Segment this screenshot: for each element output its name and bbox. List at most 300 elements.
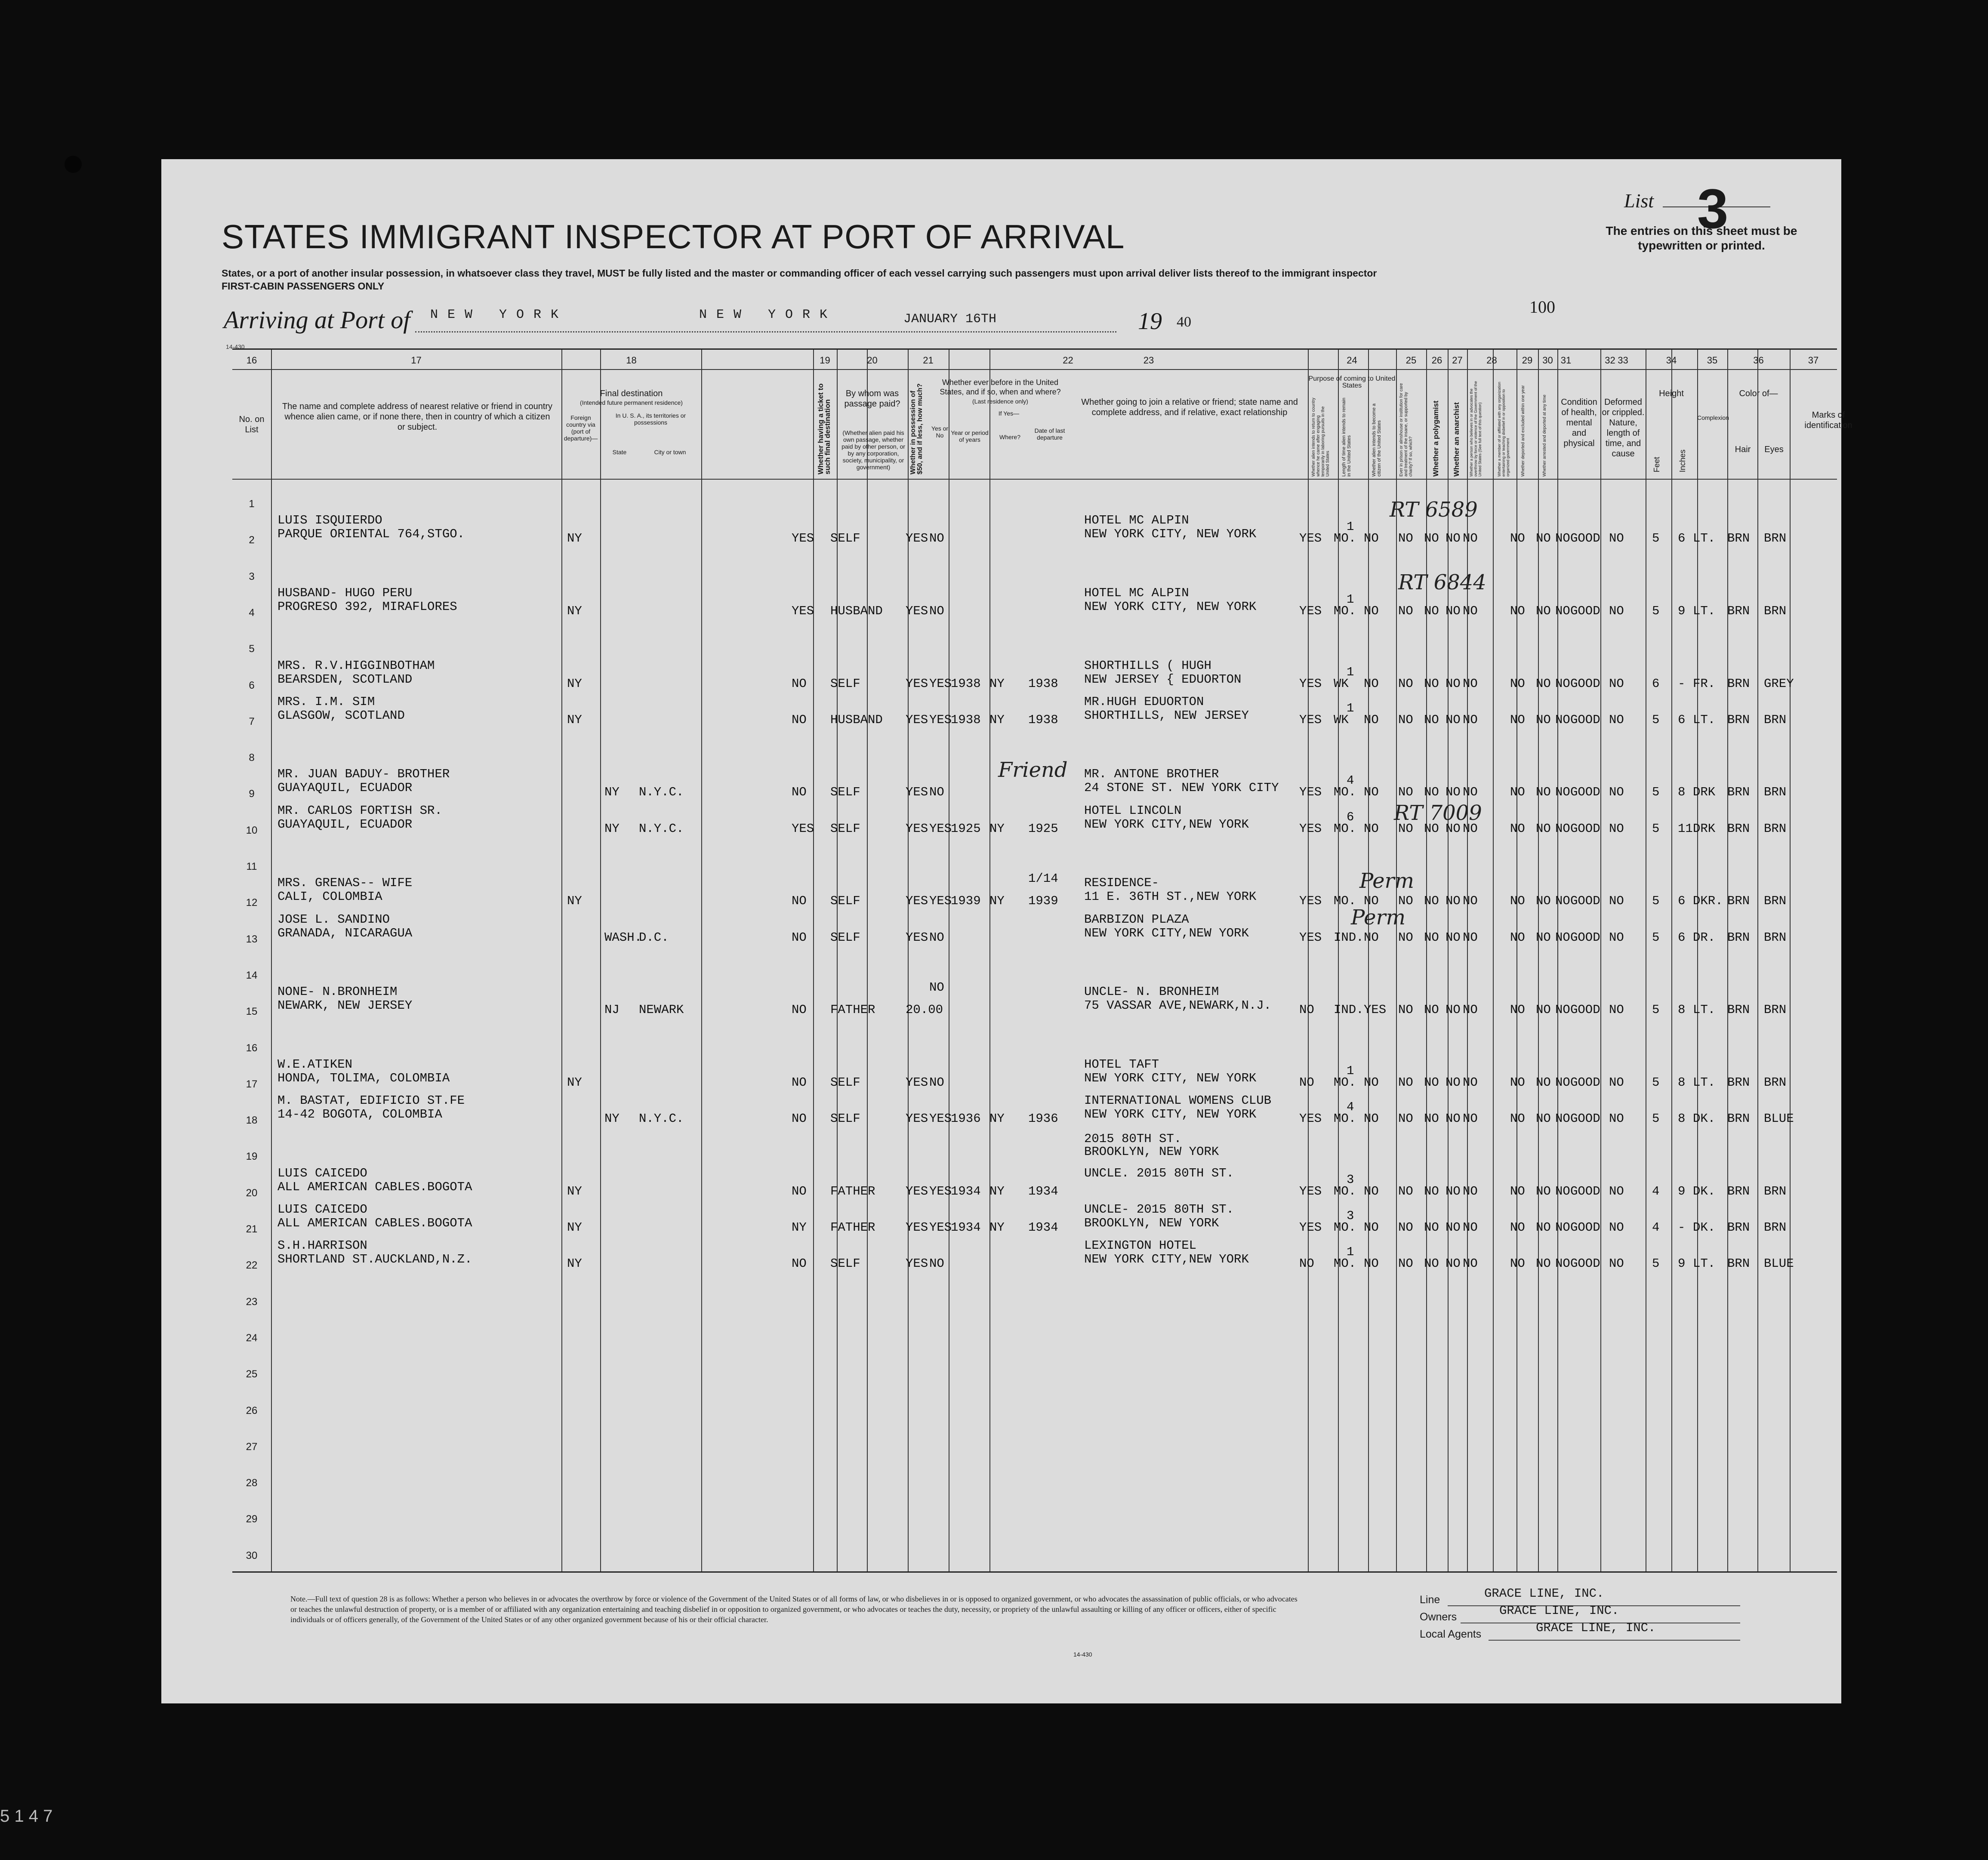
ever-before: YES (929, 712, 952, 727)
passenger-address: GRANADA, NICARAGUA (277, 926, 413, 940)
passage-paid: SELF (830, 531, 860, 546)
become-citizen: NO (1364, 1184, 1379, 1198)
year-before: 1938 (951, 676, 981, 691)
hdr-city: City or town (654, 449, 686, 456)
deformed: NO (1609, 1003, 1624, 1017)
intends-return: NO (1299, 1075, 1314, 1090)
length-of-stay-unit: MO. (1334, 604, 1356, 618)
passenger-name: M. BASTAT, EDIFICIO ST.FE (277, 1093, 465, 1108)
overthrow: NO (1463, 930, 1478, 945)
row-number: 26 (246, 1404, 258, 1417)
height-inches: 6 (1678, 712, 1686, 727)
where-before: NY (989, 821, 1005, 836)
member-org: NO (1510, 1256, 1525, 1271)
overthrow: NO (1463, 604, 1478, 618)
join-relative: HOTEL TAFT (1084, 1057, 1159, 1072)
prison: NO (1398, 1112, 1413, 1126)
hdr-passage-sub: (Whether alien paid his own passage, whether paid by other person, or by any corporation, society, municipality, or government) (841, 429, 905, 471)
money: YES (906, 1220, 928, 1235)
dest-city: N.Y.C. (639, 785, 684, 800)
deported: NO (1536, 1256, 1551, 1271)
passenger-address: NEWARK, NEW JERSEY (277, 998, 413, 1013)
member-org: NO (1510, 676, 1525, 691)
passenger-name: MR. CARLOS FORTISH SR. (277, 803, 442, 818)
agents-label: Local Agents (1420, 1628, 1482, 1640)
hdr-foreign-country: Foreign country via (port of departure)— (564, 414, 598, 442)
deformed: NO (1609, 1184, 1624, 1198)
manifest-table (232, 348, 1852, 1573)
dest-state: NY (604, 821, 620, 836)
deported: NO (1536, 1112, 1551, 1126)
colnum-28: 28 (1486, 355, 1497, 366)
hdr-become-citizen: Whether alien intends to become a citizen of the United States (1372, 403, 1382, 477)
colnum-24: 24 (1347, 355, 1357, 366)
passage-paid: SELF (830, 1256, 860, 1271)
row-number: 23 (246, 1296, 258, 1308)
passenger-address: PARQUE ORIENTAL 764,STGO. (277, 527, 465, 542)
height-feet: 5 (1652, 1112, 1660, 1126)
health: GOOD (1570, 821, 1600, 836)
complexion: DKR. (1693, 894, 1723, 908)
hdr-final-dest-sub: (Intended future permanent residence) (580, 399, 683, 406)
ticket: NO (792, 894, 807, 908)
dest-foreign: NY (567, 1184, 582, 1198)
passenger-name: MRS. GRENAS-- WIFE (277, 876, 413, 890)
passenger-address: HONDA, TOLIMA, COLOMBIA (277, 1071, 450, 1085)
prison: NO (1398, 1220, 1413, 1235)
eye-color: BRN (1764, 712, 1787, 727)
colnum-26: 26 (1431, 355, 1442, 366)
polygamist: NO (1424, 712, 1439, 727)
last-departure: 1939 (1028, 894, 1058, 908)
member-org: NO (1510, 930, 1525, 945)
money: YES (906, 930, 928, 945)
col-divider (1396, 350, 1397, 1571)
row-number: 17 (246, 1078, 258, 1090)
colnum-23: 23 (1143, 355, 1154, 366)
prison: NO (1398, 676, 1413, 691)
become-citizen: NO (1364, 785, 1379, 800)
arrested: NO (1555, 930, 1570, 945)
join-address: NEW YORK CITY, NEW YORK (1084, 1107, 1257, 1122)
prison: NO (1398, 821, 1413, 836)
colnum-37: 37 (1808, 355, 1819, 366)
where-before: NY (989, 676, 1005, 691)
join-address: 2015 80TH ST. (1084, 1131, 1182, 1146)
intends-return: NO (1299, 1256, 1314, 1271)
where-before: NY (989, 1220, 1005, 1235)
join-address: NEW YORK CITY, NEW YORK (1084, 527, 1257, 542)
eye-color: BLUE (1764, 1112, 1794, 1126)
money: YES (906, 604, 928, 618)
arrested: NO (1555, 604, 1570, 618)
money: YES (906, 1075, 928, 1090)
length-of-stay: 4 (1347, 773, 1354, 788)
last-departure: 1938 (1028, 712, 1058, 727)
join-address: 75 VASSAR AVE,NEWARK,N.J. (1084, 998, 1272, 1013)
hair-color: BRN (1727, 604, 1750, 618)
intends-return: YES (1299, 894, 1322, 908)
hdr-deported-excluded: Whether deported and excluded within one year (1521, 385, 1526, 477)
passage-paid: HUSBAND (830, 604, 883, 618)
row-number: 3 (249, 570, 255, 582)
height-feet: 5 (1652, 785, 1660, 800)
form-code: 14-430 (226, 343, 245, 350)
member-org: NO (1510, 1003, 1525, 1017)
passage-paid: SELF (830, 894, 860, 908)
passage-paid: HUSBAND (830, 712, 883, 727)
col-divider (1757, 350, 1758, 1571)
hdr-marks: Marks of identification (1804, 410, 1852, 430)
join-relative: HOTEL MC ALPIN (1084, 585, 1189, 600)
hair-color: BRN (1727, 1003, 1750, 1017)
eye-color: BRN (1764, 1003, 1787, 1017)
deformed: NO (1609, 604, 1624, 618)
hdr-complexion: Complexion (1697, 414, 1729, 421)
ever-before: YES (929, 1112, 952, 1126)
passenger-name: MR. JUAN BADUY- BROTHER (277, 767, 450, 782)
overthrow: NO (1463, 821, 1478, 836)
handwritten-note: RT 7009 (1394, 801, 1482, 825)
intends-return: NO (1299, 1003, 1314, 1017)
join-relative: BARBIZON PLAZA (1084, 912, 1189, 927)
row-number: 20 (246, 1187, 258, 1199)
row-number: 24 (246, 1332, 258, 1344)
ever-before: YES (929, 1220, 952, 1235)
dest-foreign: NY (567, 894, 582, 908)
eye-color: BRN (1764, 1220, 1787, 1235)
colnum-21: 21 (923, 355, 934, 366)
anarchist: NO (1446, 531, 1461, 546)
row-number: 2 (249, 534, 255, 546)
row-number: 4 (249, 607, 255, 619)
hair-color: BRN (1727, 785, 1750, 800)
row-number: 14 (246, 969, 258, 981)
form-subtitle (222, 267, 1641, 293)
dest-city: N.Y.C. (639, 1112, 684, 1126)
join-address: NEW YORK CITY, NEW YORK (1084, 599, 1257, 614)
health: GOOD (1570, 1003, 1600, 1017)
ticket: NO (792, 1184, 807, 1198)
dest-foreign: NY (567, 1220, 582, 1235)
height-inches: 6 (1678, 531, 1686, 546)
arrested: NO (1555, 1220, 1570, 1235)
polygamist: NO (1424, 821, 1439, 836)
colnum-34: 34 (1666, 355, 1677, 366)
height-inches: 8 (1678, 1003, 1686, 1017)
polygamist: NO (1424, 1220, 1439, 1235)
hair-color: BRN (1727, 676, 1750, 691)
last-departure: 1925 (1028, 821, 1058, 836)
intends-return: YES (1299, 712, 1322, 727)
height-inches: 9 (1678, 604, 1686, 618)
ticket: YES (792, 531, 814, 546)
where-before: NY (989, 1184, 1005, 1198)
join-relative: HOTEL LINCOLN (1084, 803, 1182, 818)
deformed: NO (1609, 1075, 1624, 1090)
become-citizen: NO (1364, 604, 1379, 618)
hdr-no-on-list: No. on List (239, 415, 265, 434)
join-relative: UNCLE. 2015 80TH ST. (1084, 1166, 1234, 1180)
passenger-name: LUIS CAICEDO (277, 1166, 367, 1180)
prison: NO (1398, 1184, 1413, 1198)
length-of-stay-unit: MO. (1334, 1220, 1356, 1235)
passage-paid: FATHER (830, 1003, 875, 1017)
height-feet: 5 (1652, 604, 1660, 618)
dest-foreign: NY (567, 604, 582, 618)
prison: NO (1398, 712, 1413, 727)
col-divider (561, 350, 562, 1571)
arrival-date: JANUARY 16TH (903, 312, 997, 326)
col-divider (701, 350, 702, 1571)
last-departure: 1934 (1028, 1184, 1058, 1198)
health: GOOD (1570, 1256, 1600, 1271)
deported: NO (1536, 604, 1551, 618)
length-of-stay-unit: WK (1334, 676, 1349, 691)
join-relative: LEXINGTON HOTEL (1084, 1238, 1197, 1253)
arrested: NO (1555, 676, 1570, 691)
dest-city: NEWARK (639, 1003, 684, 1017)
length-of-stay-unit: MO. (1334, 1075, 1356, 1090)
join-address: BROOKLYN, NEW YORK (1084, 1216, 1219, 1230)
col-divider (1493, 350, 1494, 1571)
hair-color: BRN (1727, 930, 1750, 945)
health: GOOD (1570, 712, 1600, 727)
become-citizen: NO (1364, 894, 1379, 908)
complexion: LT. (1693, 531, 1716, 546)
row-number: 5 (249, 643, 255, 655)
colnum-16: 16 (246, 355, 257, 366)
member-org: NO (1510, 821, 1525, 836)
colnum-19: 19 (820, 355, 830, 366)
hdr-hair: Hair (1735, 445, 1751, 454)
length-of-stay-unit: MO. (1334, 821, 1356, 836)
polygamist: NO (1424, 531, 1439, 546)
become-citizen: NO (1364, 676, 1379, 691)
hdr-passage-paid: By whom was passage paid? (844, 389, 900, 409)
money: YES (906, 894, 928, 908)
col-divider (1600, 350, 1601, 1571)
deformed: NO (1609, 1220, 1624, 1235)
height-inches: 9 (1678, 1256, 1686, 1271)
col-divider (867, 350, 868, 1571)
handwritten-note: Perm (1351, 905, 1406, 930)
hdr-health: Condition of health, mental and physical (1561, 397, 1597, 448)
become-citizen: NO (1364, 821, 1379, 836)
port-state: NEW YORK (699, 308, 837, 322)
hair-color: BRN (1727, 894, 1750, 908)
arriving-label: Arriving at Port of (224, 306, 410, 334)
deported: NO (1536, 821, 1551, 836)
overthrow: NO (1463, 1003, 1478, 1017)
become-citizen: YES (1364, 1003, 1387, 1017)
deformed: NO (1609, 821, 1624, 836)
eye-color: BRN (1764, 1075, 1787, 1090)
complexion: FR. (1693, 676, 1716, 691)
passage-paid: SELF (830, 1075, 860, 1090)
length-of-stay-unit: MO. (1334, 1256, 1356, 1271)
height-inches: 8 (1678, 1112, 1686, 1126)
dest-state: NY (604, 785, 620, 800)
complexion: LT. (1693, 1075, 1716, 1090)
colnum-27: 27 (1452, 355, 1463, 366)
row-number: 30 (246, 1549, 258, 1561)
passenger-address: GUAYAQUIL, ECUADOR (277, 817, 413, 831)
member-org: NO (1510, 1075, 1525, 1090)
member-org: NO (1510, 1184, 1525, 1198)
last-departure: 1938 (1028, 676, 1058, 691)
height-inches: 6 (1678, 894, 1686, 908)
length-of-stay: 1 (1347, 592, 1354, 607)
hair-color: BRN (1727, 1112, 1750, 1126)
where-before: NY (989, 1112, 1005, 1126)
port-city: NEW YORK (430, 308, 568, 322)
passenger-address: CALI, COLOMBIA (277, 890, 382, 904)
hdr-purpose: Purpose of coming to United States (1308, 375, 1396, 389)
complexion: LT. (1693, 712, 1716, 727)
height-feet: 4 (1652, 1184, 1660, 1198)
footer-note: Note.—Full text of question 28 is as follows: Whether a person who believes in or advocates the overthrow by force or violence of the Government of the United States or of all forms of law, or who disbelieves in or is opposed to organized government, or who advocates the assassination of public officials, or who advocates or teaches the unlawful destruction of property, or is a member of or affiliated with any organization entertaining and teaching disbelief in or opposition to organized government, or who advocates or teaches the duty, necessity, or propriety of the unlawful assaulting or killing of any officer or officers, either of specific individuals or of officers generally, of the Government of the United States or of any other organized government because of his or their official character. (290, 1595, 1298, 1624)
ticket: NO (792, 1075, 807, 1090)
dest-city: D.C. (639, 930, 669, 945)
passenger-name: JOSE L. SANDINO (277, 912, 390, 927)
complexion: DRK (1693, 785, 1716, 800)
dest-state: NY (604, 1112, 620, 1126)
intends-return: YES (1299, 1184, 1322, 1198)
deformed: NO (1609, 676, 1624, 691)
dest-state: WASH. (604, 930, 642, 945)
polygamist: NO (1424, 604, 1439, 618)
colnum-30: 30 (1542, 355, 1553, 366)
arrested: NO (1555, 785, 1570, 800)
deported: NO (1536, 676, 1551, 691)
hdr-deformed: Deformed or crippled. Nature, length of time, and cause (1602, 397, 1645, 459)
arrested: NO (1555, 821, 1570, 836)
hdr-anarchist: Whether an anarchist (1452, 402, 1461, 477)
anarchist: NO (1446, 1256, 1461, 1271)
length-of-stay: 1 (1347, 701, 1354, 715)
intends-return: YES (1299, 1112, 1322, 1126)
member-org: NO (1510, 1112, 1525, 1126)
height-inches: 9 (1678, 1184, 1686, 1198)
length-of-stay: 1 (1347, 1245, 1354, 1260)
passenger-name: LUIS ISQUIERDO (277, 513, 382, 528)
eye-color: BRN (1764, 604, 1787, 618)
hair-color: BRN (1727, 1075, 1750, 1090)
intends-return: YES (1299, 604, 1322, 618)
length-of-stay-unit: MO. (1334, 531, 1356, 546)
health: GOOD (1570, 894, 1600, 908)
length-of-stay: 1 (1347, 665, 1354, 679)
passenger-address: GUAYAQUIL, ECUADOR (277, 781, 413, 795)
complexion: DR. (1693, 930, 1716, 945)
eye-color: GREY (1764, 676, 1794, 691)
money: YES (906, 785, 928, 800)
height-feet: 5 (1652, 712, 1660, 727)
row-number: 11 (246, 861, 257, 872)
ticket: NY (792, 1220, 807, 1235)
col-divider (1790, 350, 1791, 1571)
passenger-address: ALL AMERICAN CABLES.BOGOTA (277, 1179, 472, 1194)
prison: NO (1398, 1256, 1413, 1271)
eye-color: BRN (1764, 821, 1787, 836)
complexion: LT. (1693, 1003, 1716, 1017)
hdr-last-residence: (Last residence only) (972, 398, 1028, 405)
row-number: 18 (246, 1115, 258, 1127)
overthrow: NO (1463, 785, 1478, 800)
complexion: DRK (1693, 821, 1716, 836)
length-of-stay-unit: WK (1334, 712, 1349, 727)
year-before: 1925 (951, 821, 981, 836)
complexion: LT. (1693, 1256, 1716, 1271)
length-of-stay-unit: IND. (1334, 1003, 1364, 1017)
handwritten-note: Friend (998, 758, 1068, 782)
overthrow: NO (1463, 712, 1478, 727)
health: GOOD (1570, 1075, 1600, 1090)
member-org: NO (1510, 604, 1525, 618)
prison: NO (1398, 894, 1413, 908)
line-value: GRACE LINE, INC. (1484, 1586, 1604, 1601)
hdr-overthrow: Whether a person who believes in or advocates the overthrow by force or violence of the Government of the United States (See full text of this question) (1469, 381, 1482, 477)
anarchist: NO (1446, 1112, 1461, 1126)
height-feet: 5 (1652, 531, 1660, 546)
height-feet: 5 (1652, 930, 1660, 945)
colnum-20: 20 (867, 355, 878, 366)
eye-color: BRN (1764, 930, 1787, 945)
passenger-name: W.E.ATIKEN (277, 1057, 353, 1072)
polygamist: NO (1424, 930, 1439, 945)
height-feet: 5 (1652, 1075, 1660, 1090)
footer-form-code: 14-430 (1073, 1651, 1092, 1658)
hair-color: BRN (1727, 1256, 1750, 1271)
complexion: LT. (1693, 604, 1716, 618)
dest-foreign: NY (567, 1075, 582, 1090)
ticket: NO (792, 1256, 807, 1271)
ever-before: NO (929, 531, 944, 546)
eye-color: BRN (1764, 894, 1787, 908)
passenger-name: NONE- N.BRONHEIM (277, 985, 398, 999)
agents-value: GRACE LINE, INC. (1536, 1621, 1656, 1635)
owners-value: GRACE LINE, INC. (1499, 1604, 1619, 1618)
hdr-feet: Feet (1652, 456, 1661, 472)
arrested: NO (1555, 1112, 1570, 1126)
where-before: NY (989, 712, 1005, 727)
length-of-stay: 3 (1347, 1172, 1354, 1187)
colnum-35: 35 (1707, 355, 1718, 366)
deformed: NO (1609, 930, 1624, 945)
handwritten-note: RT 6589 (1390, 498, 1478, 522)
hdr-yes-no: Yes or No (931, 425, 949, 439)
ever-before: NO (929, 1075, 944, 1090)
ticket: NO (792, 676, 807, 691)
colnum-33: 33 (1618, 355, 1628, 366)
height-feet: 5 (1652, 1256, 1660, 1271)
anarchist: NO (1446, 785, 1461, 800)
anarchist: NO (1446, 821, 1461, 836)
health: GOOD (1570, 785, 1600, 800)
passenger-name: S.H.HARRISON (277, 1238, 367, 1253)
colnum-31: 31 (1560, 355, 1572, 366)
money-note: NO (929, 980, 944, 995)
polygamist: NO (1424, 1075, 1439, 1090)
money: YES (906, 1184, 928, 1198)
ever-before: NO (929, 1256, 944, 1271)
health: GOOD (1570, 604, 1600, 618)
where-before: NY (989, 894, 1005, 908)
hdr-fifty-dollars: Whether in possession of $50, and if less, how much? (909, 383, 924, 474)
hdr-member-org: Whether a member of or affiliated with any organization entertaining or teaching disbelief in or opposition to organized government (1497, 382, 1510, 477)
member-org: NO (1510, 894, 1525, 908)
